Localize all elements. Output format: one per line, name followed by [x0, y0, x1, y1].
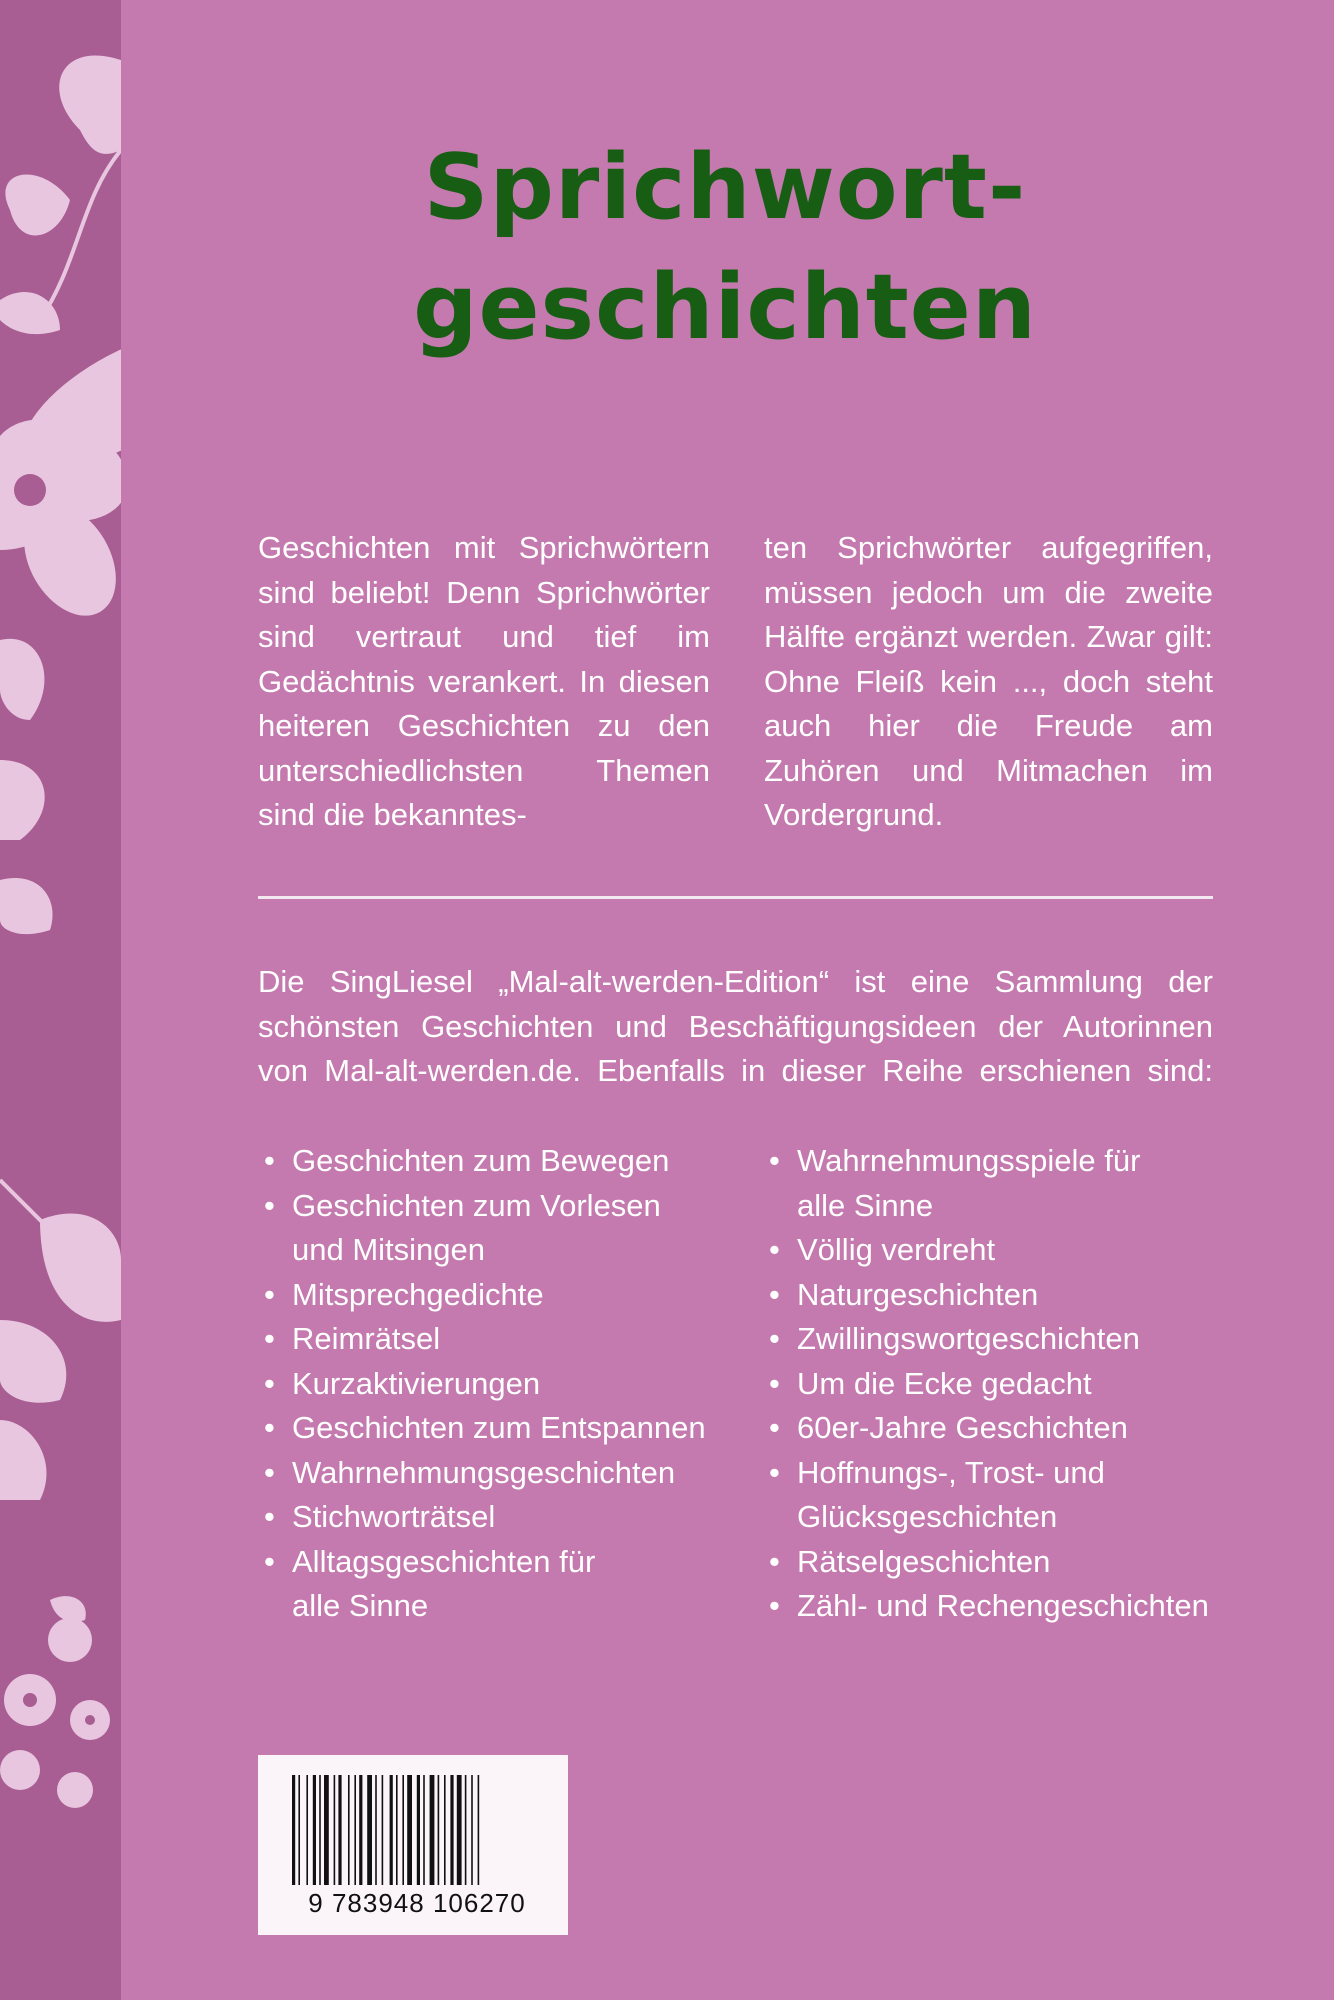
book-title [250, 128, 1200, 368]
barcode-bar [407, 1775, 412, 1885]
list-item [258, 1317, 718, 1362]
list-item-line: • Zwillingswortgeschichten [797, 1321, 1140, 1356]
barcode-bar [367, 1775, 372, 1885]
list-item [258, 1184, 718, 1273]
barcode-bar [465, 1775, 467, 1885]
barcode-bar [450, 1775, 453, 1885]
list-item [258, 1139, 718, 1184]
series-line-1: Die SingLiesel „Mal-alt-werden-Edition“ ist eine Sammlung der [258, 964, 1213, 999]
list-item [763, 1451, 1223, 1540]
barcode-bar [375, 1775, 377, 1885]
list-item [763, 1317, 1223, 1362]
title-line-2: geschichten [413, 255, 1037, 360]
barcode-bar [402, 1775, 404, 1885]
divider-line [258, 896, 1213, 899]
floral-pattern-icon [0, 0, 121, 2000]
intro-text-right: ten Sprichwörter aufgegriffen, müssen jedoch um die zweite Hälfte ergänzt werden. Zwar gilt: Ohne Fleiß kein ..., doch steht auch hier die Freude am Zuhören und Mitmachen im Vordergrund. [764, 530, 1213, 832]
list-item-line: • Zähl- und Rechengeschichten [797, 1588, 1209, 1623]
barcode-bar [457, 1775, 462, 1885]
list-item-line: Glücksgeschichten [797, 1499, 1058, 1534]
list-item [763, 1406, 1223, 1451]
list-item-line: und Mitsingen [292, 1232, 486, 1267]
barcode-bar [438, 1775, 440, 1885]
intro-text-left: Geschichten mit Sprichwörtern sind beliebt! Denn Sprichwörter sind vertraut und tief im Gedächtnis verankert. In diesen heiteren Geschichten zu den unterschiedlichsten Themen sind die bekanntes- [258, 530, 710, 832]
barcode-bar [396, 1775, 398, 1885]
barcode-bar [417, 1775, 420, 1885]
list-item-line: alle Sinne [292, 1588, 429, 1623]
barcode-bar [423, 1775, 425, 1885]
list-item-line: • Rätselgeschichten [797, 1543, 1051, 1579]
list-item-line: • Wahrnehmungsgeschichten [292, 1454, 676, 1490]
list-item [258, 1362, 718, 1407]
list-item [763, 1228, 1223, 1273]
barcode-bar [390, 1775, 393, 1885]
barcode-bar [334, 1775, 336, 1885]
barcode-bar [471, 1775, 473, 1885]
floral-side-strip [0, 0, 121, 2000]
barcode-bar [354, 1775, 356, 1885]
barcode-icon [288, 1775, 538, 1885]
list-item [763, 1362, 1223, 1407]
list-item-line: • Stichworträtsel [292, 1499, 496, 1534]
series-titles-list-left [258, 1139, 718, 1629]
barcode-bar [382, 1775, 384, 1885]
list-item [258, 1451, 718, 1496]
list-item-line: • 60er-Jahre Geschichten [797, 1410, 1128, 1445]
list-item [258, 1273, 718, 1318]
list-item-line: • Mitsprechgedichte [292, 1276, 544, 1312]
list-item [258, 1495, 718, 1540]
list-item [258, 1406, 718, 1451]
list-item-line: • Hoffnungs-, Trost- und [797, 1454, 1105, 1490]
barcode-bar [348, 1775, 350, 1885]
list-item-line: • Wahrnehmungsspiele für [797, 1143, 1141, 1178]
list-item-line: • Geschichten zum Vorlesen [292, 1187, 661, 1223]
list-item [763, 1139, 1223, 1228]
barcode-bar [430, 1775, 435, 1885]
barcode-bar [359, 1775, 362, 1885]
barcode-bar [298, 1775, 300, 1885]
list-item [763, 1540, 1223, 1585]
barcode-bar [444, 1775, 446, 1885]
list-item [763, 1584, 1223, 1629]
barcode-bar [338, 1775, 341, 1885]
list-item-line: • Geschichten zum Entspannen [292, 1410, 706, 1445]
list-item-line: • Geschichten zum Bewegen [292, 1143, 670, 1178]
title-line-1: Sprichwort- [423, 135, 1027, 240]
barcode-bar [306, 1775, 308, 1885]
list-item-line: • Alltagsgeschichten für [292, 1543, 596, 1579]
series-line-3: von Mal-alt-werden.de. Ebenfalls in dieser Reihe erschienen sind: [258, 1053, 1213, 1088]
list-item [763, 1273, 1223, 1318]
series-titles-list-right [763, 1139, 1223, 1629]
barcode [258, 1755, 568, 1935]
list-item-line: • Naturgeschichten [797, 1276, 1039, 1312]
list-item-line: • Völlig verdreht [797, 1232, 996, 1267]
barcode-bar [292, 1775, 295, 1885]
list-item-line: • Um die Ecke gedacht [797, 1365, 1092, 1401]
list-item [258, 1540, 718, 1629]
barcode-bar [478, 1775, 480, 1885]
list-item-line: alle Sinne [797, 1187, 934, 1223]
isbn-number: 9 783948 106270 [308, 1888, 526, 1918]
barcode-bar [319, 1775, 321, 1885]
list-item-line: • Kurzaktivierungen [292, 1365, 541, 1401]
series-description [258, 960, 1213, 1094]
list-item-line: • Reimrätsel [292, 1321, 441, 1356]
barcode-bar [313, 1775, 316, 1885]
series-line-2: schönsten Geschichten und Beschäftigungsideen der Autorinnen [258, 1008, 1213, 1044]
barcode-bar [324, 1775, 329, 1885]
